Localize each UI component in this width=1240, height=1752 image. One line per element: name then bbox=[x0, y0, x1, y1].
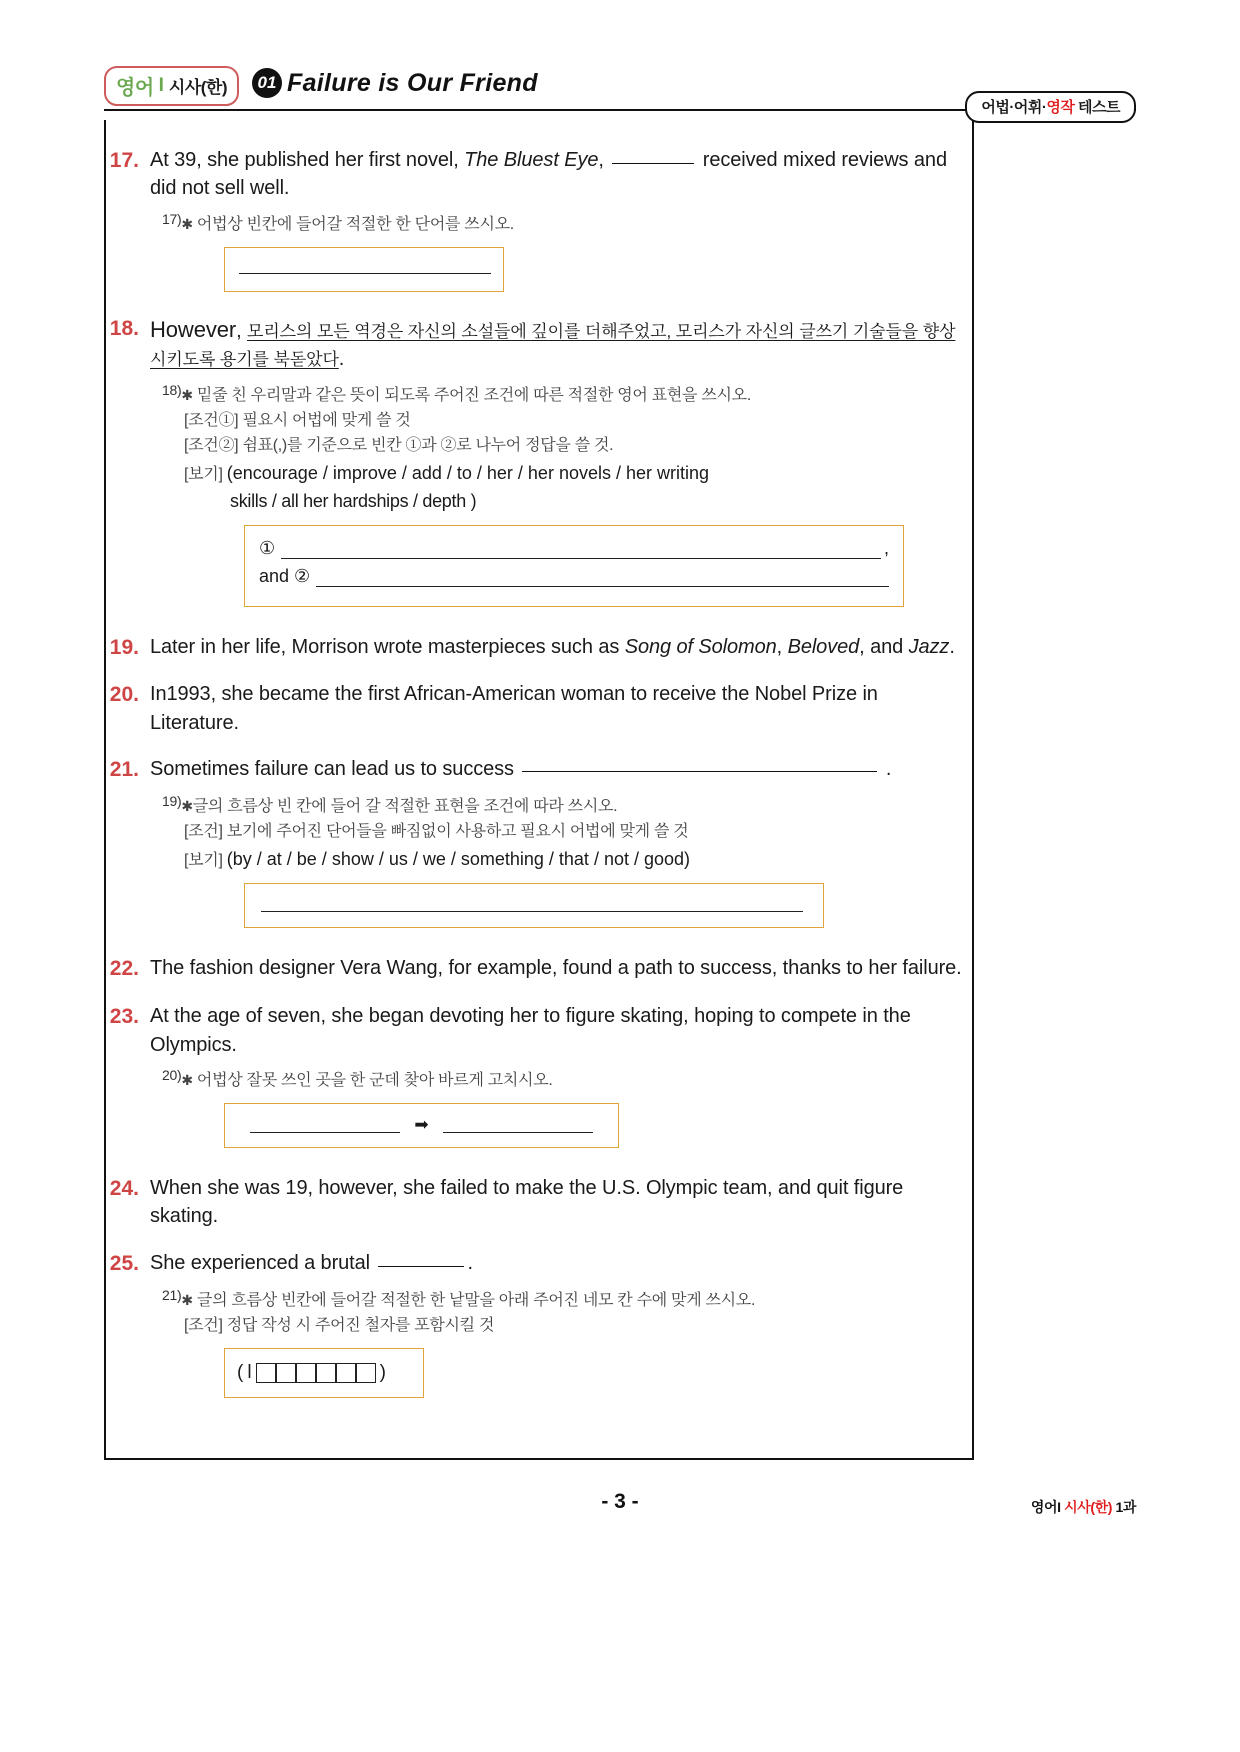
q18-answer-rule-1 bbox=[281, 544, 881, 559]
lesson-title: Failure is Our Friend bbox=[287, 69, 538, 97]
q19-italic-title-a: Song of Solomon bbox=[624, 635, 777, 658]
question-number: 22. bbox=[109, 957, 139, 981]
q21-bogi bbox=[184, 845, 984, 874]
q25-text-a: She experienced a brutal bbox=[150, 1251, 376, 1274]
footer-source bbox=[1031, 1497, 1136, 1517]
question-24 bbox=[104, 1174, 984, 1231]
question-number: 20. bbox=[109, 683, 139, 707]
q21-text-b: . bbox=[880, 758, 892, 781]
subject-label: 영어 bbox=[116, 77, 154, 99]
q21-instruction-superscript: 19) bbox=[162, 792, 182, 809]
q25-instruction bbox=[162, 1285, 984, 1339]
q25-instruction-superscript: 21) bbox=[162, 1286, 182, 1303]
q21-condition-1: [조건] 보기에 주어진 단어들을 빠짐없이 사용하고 필요시 어법에 맞게 쓸 것 bbox=[184, 822, 689, 840]
question-text: The fashion designer Vera Wang, for example, found a path to success, thanks to her failure. bbox=[150, 957, 962, 980]
q17-instruction-superscript: 17) bbox=[162, 210, 182, 227]
q18-bogi-line-2: skills / all her hardships / depth ) bbox=[230, 490, 477, 511]
publisher-label: 시사(한) bbox=[168, 78, 228, 97]
question-text bbox=[150, 146, 984, 203]
question-number: 21. bbox=[109, 758, 139, 782]
q23-instruction-text: 어법상 잘못 쓰인 곳을 한 군데 찾아 바르게 고치시오. bbox=[192, 1071, 553, 1089]
test-badge-highlight: 영작 bbox=[1046, 99, 1075, 116]
q21-bogi-text: (by / at / be / show / us / we / something / that / not / good) bbox=[226, 848, 691, 869]
q19-italic-title-c: Jazz bbox=[908, 635, 950, 658]
q23-answer-box[interactable] bbox=[224, 1103, 619, 1148]
q18-answer-rule-2 bbox=[316, 572, 889, 587]
question-text bbox=[150, 314, 984, 374]
q19-italic-title-b: Beloved bbox=[787, 635, 860, 658]
q17-inline-blank[interactable] bbox=[612, 163, 694, 164]
q25-answer-open-paren: ( bbox=[237, 1362, 244, 1384]
q19-text-a: Later in her life, Morrison wrote masterpieces such as bbox=[150, 635, 625, 658]
q17-instruction bbox=[162, 209, 984, 237]
q18-bogi-label: [보기] bbox=[184, 465, 223, 483]
question-17 bbox=[104, 146, 984, 203]
test-type-badge bbox=[965, 91, 1136, 123]
q18-bogi-line-1: (encourage / improve / add / to / her / her novels / her writing bbox=[226, 462, 710, 483]
q18-instruction-text: 밑줄 친 우리말과 같은 뜻이 되도록 주어진 조건에 따른 적절한 영어 표현을 쓰시오. bbox=[192, 386, 751, 404]
question-23 bbox=[104, 1002, 984, 1059]
question-number: 24. bbox=[109, 1176, 139, 1200]
asterisk-icon: ✱ bbox=[181, 215, 193, 232]
q21-instruction-text: 글의 흐름상 빈 칸에 들어 갈 적절한 표현을 조건에 따라 쓰시오. bbox=[192, 797, 618, 815]
q17-answer-rule bbox=[239, 273, 491, 274]
q18-bogi bbox=[184, 459, 984, 488]
question-number: 18. bbox=[109, 316, 139, 340]
footer-subject: 영어 bbox=[1030, 1499, 1058, 1515]
question-20 bbox=[104, 680, 984, 737]
q21-answer-box[interactable] bbox=[244, 883, 824, 928]
question-text: At the age of seven, she began devoting her to figure skating, hoping to compete in the Olympics. bbox=[150, 1005, 911, 1056]
q18-period: . bbox=[338, 348, 345, 371]
q21-answer-rule bbox=[261, 911, 803, 912]
q18-instruction bbox=[162, 380, 984, 515]
asterisk-icon: ✱ bbox=[181, 1291, 193, 1308]
q25-instruction-text: 글의 흐름상 빈칸에 들어갈 적절한 한 낱말을 아래 주어진 네모 칸 수에 맞게 쓰시오. bbox=[192, 1291, 756, 1309]
letter-cell[interactable] bbox=[256, 1363, 276, 1383]
worksheet-content bbox=[104, 128, 984, 1398]
question-19 bbox=[104, 633, 984, 663]
letter-cell[interactable] bbox=[356, 1363, 376, 1383]
footer-roman: I bbox=[1057, 1499, 1061, 1515]
page-number: - 3 - bbox=[601, 1490, 639, 1513]
q25-condition-1: [조건] 정답 작성 시 주어진 철자를 포함시킬 것 bbox=[184, 1316, 495, 1334]
q18-answer-tail-1: , bbox=[883, 537, 889, 558]
letter-cell[interactable] bbox=[316, 1363, 336, 1383]
subject-divider: I bbox=[158, 74, 164, 96]
subject-pill bbox=[104, 66, 239, 106]
q18-answer-label-1: ① bbox=[259, 537, 276, 558]
q21-inline-blank[interactable] bbox=[522, 771, 877, 772]
q18-answer-line-1[interactable] bbox=[259, 538, 889, 559]
question-text: When she was 19, however, she failed to make the U.S. Olympic team, and quit figure skating. bbox=[150, 1176, 904, 1228]
question-number: 19. bbox=[109, 635, 139, 659]
q17-text-b: , bbox=[598, 149, 610, 171]
footer-publisher: 시사(한) bbox=[1064, 1499, 1112, 1515]
q17-text-a: At 39, she published her first novel, bbox=[150, 149, 465, 171]
q23-answer-rule-after bbox=[443, 1117, 593, 1133]
asterisk-icon: ✱ bbox=[181, 797, 193, 814]
question-text bbox=[150, 633, 984, 661]
page-header bbox=[104, 62, 1136, 120]
question-text bbox=[150, 1249, 984, 1277]
asterisk-icon: ✱ bbox=[181, 1071, 193, 1088]
q19-text-d: . bbox=[949, 635, 955, 658]
q18-answer-label-2: and ② bbox=[259, 565, 311, 586]
q18-instruction-superscript: 18) bbox=[162, 381, 182, 398]
asterisk-icon: ✱ bbox=[181, 386, 193, 403]
q18-lead-word: However bbox=[150, 316, 237, 342]
q19-text-b: , bbox=[776, 635, 788, 658]
letter-cell[interactable] bbox=[276, 1363, 296, 1383]
q18-condition-1: [조건①] 필요시 어법에 맞게 쓸 것 bbox=[184, 411, 411, 429]
question-21 bbox=[104, 755, 984, 785]
test-badge-prefix: 어법·어휘· bbox=[981, 99, 1047, 116]
q25-answer-given-letter: l bbox=[247, 1362, 252, 1384]
q18-answer-line-2[interactable] bbox=[259, 566, 889, 587]
letter-cell[interactable] bbox=[296, 1363, 316, 1383]
q25-answer-close-paren: ) bbox=[379, 1362, 386, 1384]
q21-instruction bbox=[162, 791, 984, 873]
arrow-right-icon: ➡ bbox=[414, 1114, 429, 1134]
q17-italic-title: The Bluest Eye bbox=[464, 149, 599, 171]
question-number: 23. bbox=[109, 1005, 139, 1029]
question-text: In1993, she became the first African-American woman to receive the Nobel Prize in Literature. bbox=[150, 683, 878, 734]
q18-comma: , bbox=[236, 319, 248, 342]
lesson-number-badge: 01 bbox=[252, 68, 282, 98]
q23-instruction bbox=[162, 1065, 984, 1093]
q25-letter-cells[interactable] bbox=[256, 1363, 376, 1383]
q21-bogi-label: [보기] bbox=[184, 851, 223, 869]
q23-answer-rule-before bbox=[250, 1117, 400, 1133]
test-badge-suffix: 테스트 bbox=[1074, 99, 1120, 116]
q18-condition-2: [조건②] 쉼표(,)를 기준으로 빈칸 ①과 ②로 나누어 정답을 쓸 것. bbox=[184, 437, 614, 455]
question-number: 25. bbox=[109, 1251, 139, 1275]
q19-text-c: , and bbox=[859, 635, 909, 658]
q21-text-a: Sometimes failure can lead us to success bbox=[150, 758, 520, 781]
question-25 bbox=[104, 1249, 984, 1279]
question-text bbox=[150, 755, 984, 783]
q18-answer-box[interactable] bbox=[244, 525, 904, 607]
q25-answer-box[interactable] bbox=[224, 1348, 424, 1398]
letter-cell[interactable] bbox=[336, 1363, 356, 1383]
question-22 bbox=[104, 954, 984, 984]
q23-instruction-superscript: 20) bbox=[162, 1066, 182, 1083]
q17-text-c: received mixed reviews and did not sell well. bbox=[150, 149, 947, 200]
q25-text-b: . bbox=[467, 1251, 473, 1274]
q17-instruction-text: 어법상 빈칸에 들어갈 적절한 한 단어를 쓰시오. bbox=[192, 215, 514, 233]
question-number: 17. bbox=[109, 149, 139, 172]
footer-lesson: 1과 bbox=[1115, 1499, 1136, 1515]
question-18 bbox=[104, 314, 984, 374]
q17-answer-box[interactable] bbox=[224, 247, 504, 292]
q18-korean-underlined: 모리스의 모든 역경은 자신의 소설들에 깊이를 더해주었고, 모리스가 자신의 글쓰기 기술들을 향상시키도록 용기를 북돋았다 bbox=[150, 321, 956, 370]
q25-inline-blank[interactable] bbox=[378, 1266, 464, 1267]
